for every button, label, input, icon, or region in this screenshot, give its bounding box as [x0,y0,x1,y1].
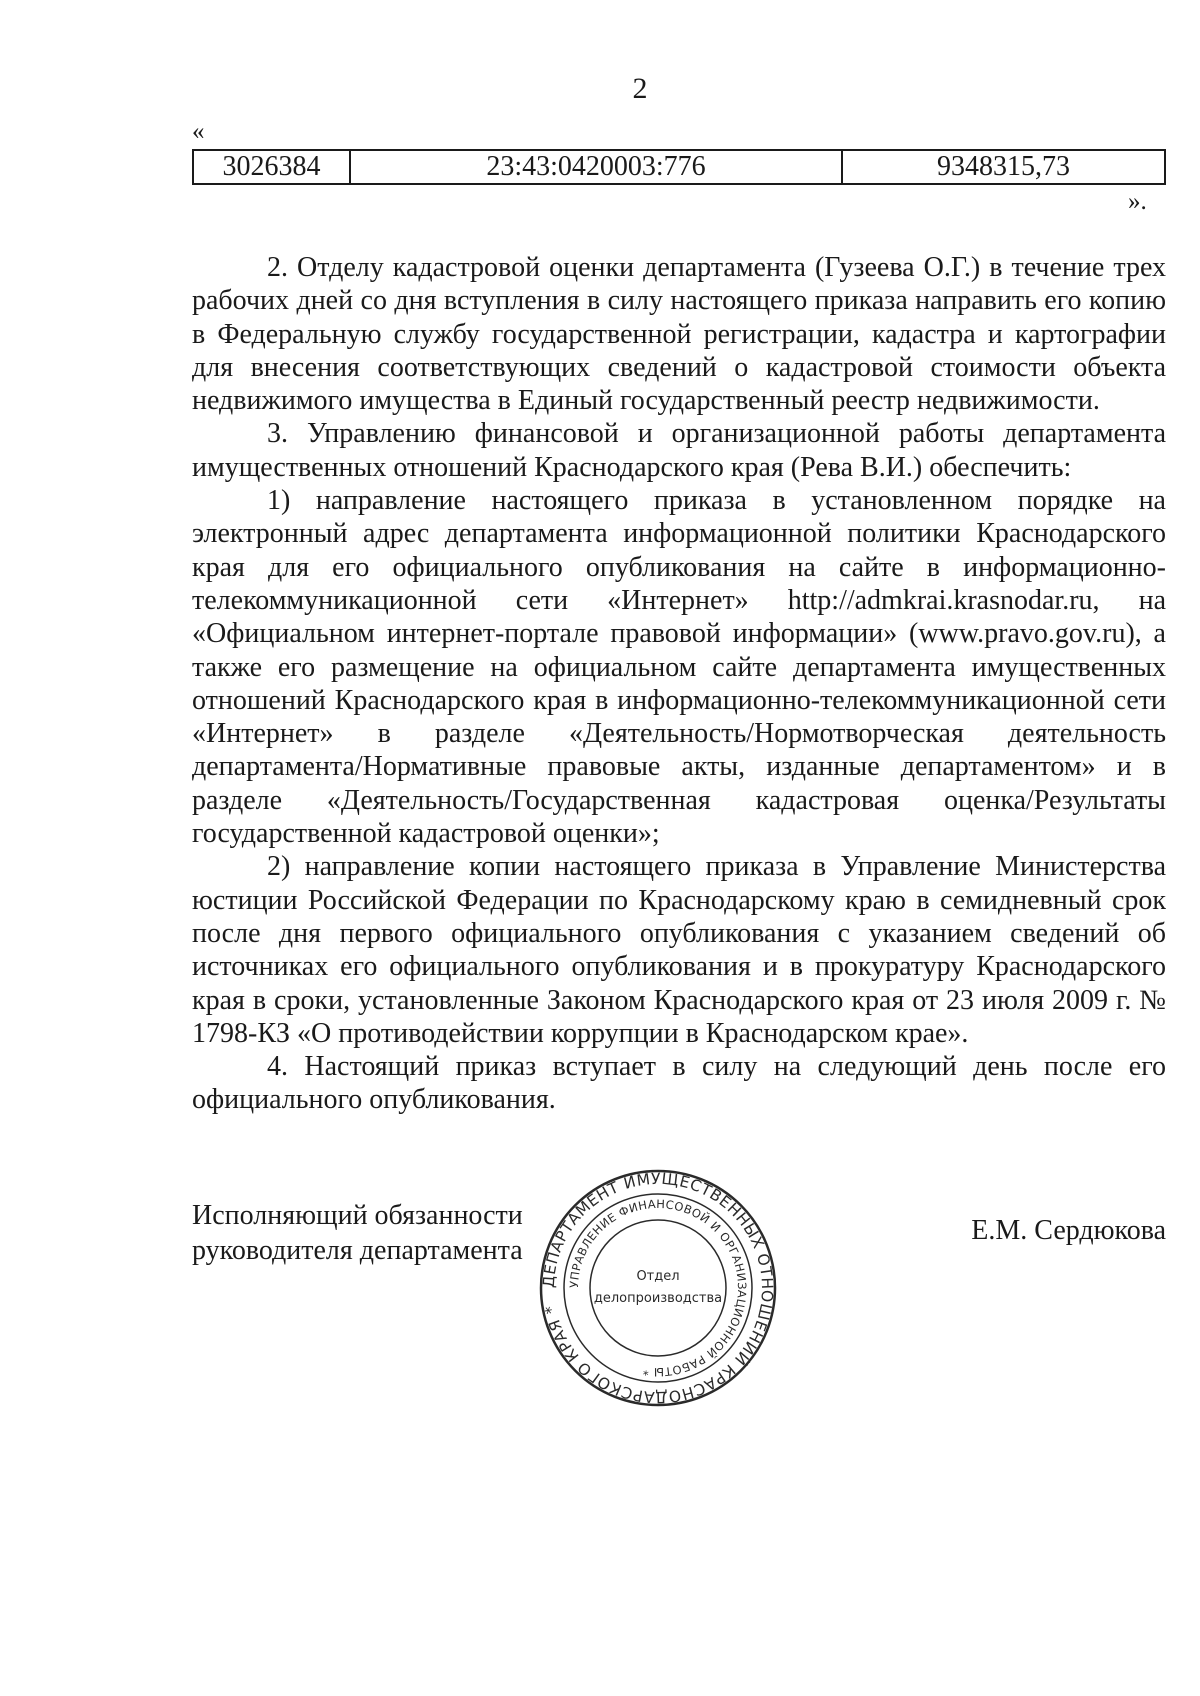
document-body [192,251,1166,1117]
paragraph-4: 4. Настоящий приказ вступает в силу на следующий день после его официального опубликования. [192,1051,1166,1116]
stamp-center-line1: Отдел [636,1269,680,1284]
signature-position-line1: Исполняющий обязанности [192,1200,523,1231]
table-cell-cadastral-number: 23:43:0420003:776 [350,150,842,184]
cadastral-value-table [192,149,1166,185]
signature-position [192,1198,523,1268]
open-quote: « [192,118,205,145]
signature-position-line2: руководителя департамента [192,1235,523,1266]
stamp-outer-text: ДЕПАРТАМЕНТ ИМУЩЕСТВЕННЫХ ОТНОШЕНИЙ КРАСНОДАРСКОГО КРАЯ * [539,1169,777,1407]
stamp-middle-ring [564,1194,752,1382]
paragraph-3: 3. Управлению финансовой и организационной работы департамента имущественных отношений Краснодарского края (Рева В.И.) обеспечить: [192,418,1166,483]
table-cell-number: 3026384 [193,150,350,184]
stamp-inner-text: УПРАВЛЕНИЕ ФИНАНСОВОЙ И ОРГАНИЗАЦИОННОЙ РАБОТЫ * [566,1196,750,1380]
signer-name: Е.М. Сердюкова [971,1215,1166,1246]
stamp-inner-ring [590,1220,726,1356]
svg-text:УПРАВЛЕНИЕ ФИНАНСОВОЙ И ОРГАНИ [567,1197,749,1379]
paragraph-3-2: 2) направление копии настоящего приказа в Управление Министерства юстиции Российской Федерации по Краснодарскому краю в семидневный срок после дня первого официального опубликования с указанием сведений об источниках его официального опубликования и в прокуратуру Краснодарского края в сроки, установленные Законом Краснодарского края от 23 июля 2009 г. № 1798-КЗ «О противодействии коррупции в Краснодарском крае». [192,851,1166,1049]
table-row [193,150,1165,184]
paragraph-3-1: 1) направление настоящего приказа в установленном порядке на электронный адрес департамента информационной политики Краснодарского края для его официального опубликования на сайте в информационно-телекоммуникационной сети «Интернет» http://admkrai.krasnodar.ru, на «Официальном интернет-портале правовой информации» (www.pravo.gov.ru), а также его размещение на официальном сайте департамента имущественных отношений Краснодарского края в информационно-телекоммуникационной сети «Интернет» в разделе «Деятельность/Нормотворческая деятельность департамента/Нормативные правовые акты, изданные департаментом» и в разделе «Деятельность/Государственная кадастровая оценка/Результаты государственной кадастровой оценки»; [192,485,1166,850]
stamp-center-line2: делопроизводства [593,1291,723,1306]
official-stamp [538,1168,778,1408]
table-cell-cadastral-value: 9348315,73 [842,150,1165,184]
page-number: 2 [632,72,648,105]
paragraph-2: 2. Отделу кадастровой оценки департамента (Гузеева О.Г.) в течение трех рабочих дней со дня вступления в силу настоящего приказа направить его копию в Федеральную службу государственной регистрации, кадастра и картографии для внесения соответствующих сведений о кадастровой стоимости объекта недвижимого имущества в Единый государственный реестр недвижимости. [192,252,1166,417]
close-quote: ». [1128,188,1147,215]
